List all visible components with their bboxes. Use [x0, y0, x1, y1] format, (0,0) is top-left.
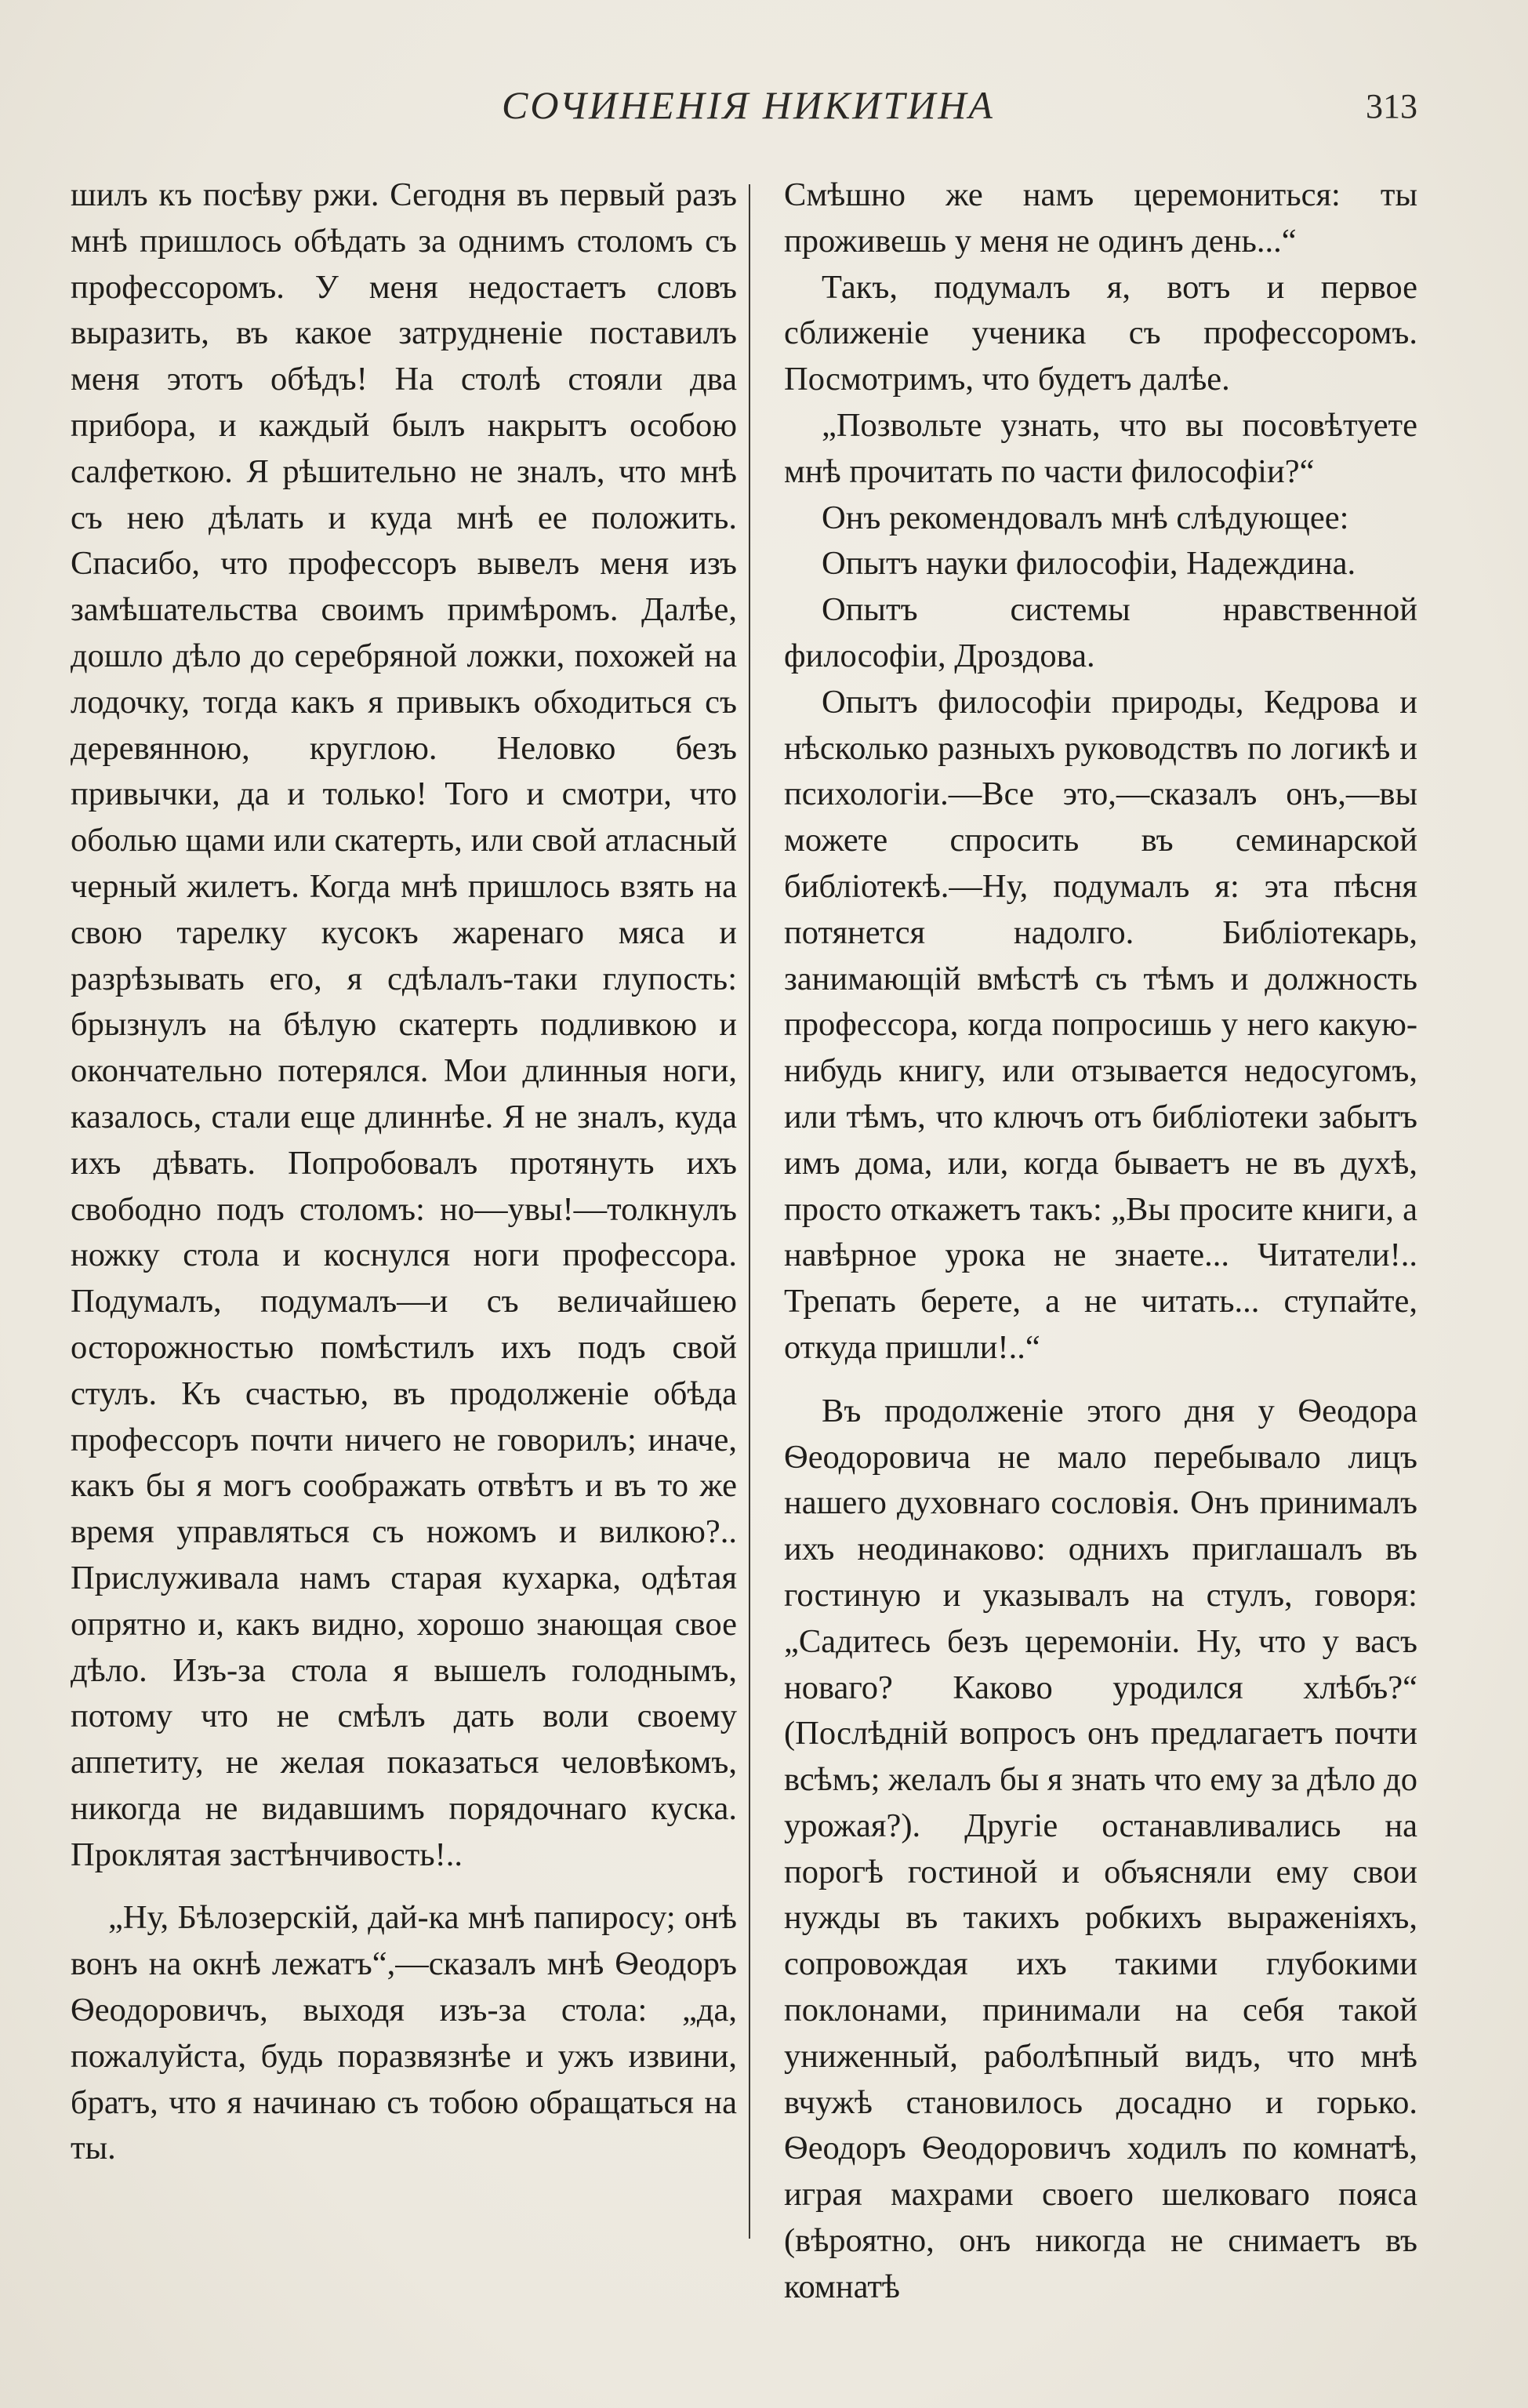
paragraph: „Позвольте узнать, что вы посовѣтуете мнѣ прочитать по части философіи?“: [784, 406, 1417, 490]
right-column: [784, 173, 1417, 2311]
paragraph: Опытъ философіи природы, Кедрова и нѣсколько разныхъ руководствъ по логикѣ и психологіи.—Все это,—сказалъ онъ,—вы можете спросить въ семинарской библіотекѣ.—Ну, подумалъ я: эта пѣсня потянется надолго. Библіотекарь, занимающій вмѣстѣ съ тѣмъ и должность профессора, когда попросишь у него какую-нибудь книгу, или отзывается недосугомъ, или тѣмъ, что ключъ отъ библіотеки забытъ имъ дома, или, когда бываетъ не въ духѣ, просто откажетъ такъ: „Вы просите книги, а навѣрное урока не знаете... Читатели!.. Трепать берете, а не читать... ступайте, откуда пришли!..“: [784, 683, 1417, 1366]
paragraph: Опытъ системы нравственной философіи, Дроздова.: [784, 591, 1417, 674]
page-number: 313: [1366, 87, 1417, 125]
paragraph: Такъ, подумалъ я, вотъ и первое сближеніе ученика съ профессоромъ. Посмотримъ, что будетъ далѣе.: [784, 268, 1417, 398]
column-divider: [749, 184, 750, 2239]
left-column: [71, 173, 737, 2172]
paragraph: Смѣшно же намъ церемониться: ты проживешь у меня не одинъ день...“: [784, 176, 1417, 260]
paragraph: Опытъ науки философіи, Надеждина.: [822, 545, 1356, 583]
paragraph: Въ продолженіе этого дня у Ѳеодора Ѳеодоровича не мало перебывало лицъ нашего духовнаго сословія. Онъ принималъ ихъ неодинаково: однихъ приглашалъ въ гостиную и указывалъ на стулъ, говоря: „Садитесь безъ церемоніи. Ну, что у васъ новаго? Каково уродился хлѣбъ?“ (Послѣдній вопросъ онъ предлагаетъ почти всѣмъ; желалъ бы я знать что ему за дѣло до урожая?). Другіе останавливались на порогѣ гостиной и объясняли ему свои нужды въ такихъ робкихъ выраженіяхъ, сопровождая ихъ такими глубокими поклонами, принимали на себя такой униженный, раболѣпный видъ, что мнѣ вчужѣ становилось досадно и горько. Ѳеодоръ Ѳеодоровичъ ходилъ по комнатѣ, играя махрами своего шелковаго пояса (вѣроятно, онъ никогда не снимаетъ въ комнатѣ: [784, 1392, 1417, 2305]
paragraph: шилъ къ посѣву ржи. Сегодня въ первый разъ мнѣ пришлось обѣдать за однимъ столомъ съ профессоромъ. У меня недостаетъ словъ выразить, въ какое затрудненіе поставилъ меня этотъ обѣдъ! На столѣ стояли два прибора, и каждый былъ накрытъ особою салфеткою. Я рѣшительно не зналъ, что мнѣ съ нею дѣлать и куда мнѣ ее положить. Спасибо, что профессоръ вывелъ меня изъ замѣшательства своимъ примѣромъ. Далѣе, дошло дѣло до серебряной ложки, похожей на лодочку, тогда какъ я привыкъ обходиться съ деревянною, круглою. Неловко безъ привычки, да и только! Того и смотри, что оболью щами или скатерть, или свой атласный черный жилетъ. Когда мнѣ пришлось взять на свою тарелку кусокъ жаренаго мяса и разрѣзывать его, я сдѣлалъ-таки глупость: брызнулъ на бѣлую скатерть подливкою и окончательно потерялся. Мои длинныя ноги, казалось, стали еще длиннѣе. Я не зналъ, куда ихъ дѣвать. Попробовалъ протянуть ихъ свободно подъ столомъ: но—увы!—толкнулъ ножку стола и коснулся ноги профессора. Подумалъ, подумалъ—и съ величайшею осторожностью помѣстилъ ихъ подъ свой стулъ. Къ счастью, въ продолженіе обѣда профессоръ почти ничего не говорилъ; иначе, какъ бы я могъ соображать отвѣтъ и въ то же время управляться съ ножомъ и вилкою?.. Прислуживала намъ старая кухарка, одѣтая опрятно и, какъ видно, хорошо знающая свое дѣло. Изъ-за стола я вышелъ голоднымъ, потому что не смѣлъ дать воли своему аппетиту, не желая показаться человѣкомъ, никогда не видавшимъ порядочнаго куска. Проклятая застѣнчивость!..: [71, 176, 737, 1873]
paragraph: Онъ рекомендовалъ мнѣ слѣдующее:: [822, 499, 1349, 536]
running-title: СОЧИНЕНІЯ НИКИТИНА: [502, 83, 995, 127]
paragraph: „Ну, Бѣлозерскій, дай-ка мнѣ папиросу; онѣ вонъ на окнѣ лежатъ“,—сказалъ мнѣ Ѳеодоръ Ѳеодоровичъ, выходя изъ-за стола: „да, пожалуйста, будь поразвязнѣе и ужъ извини, братъ, что я начинаю съ тобою обращаться на ты.: [71, 1899, 737, 2167]
